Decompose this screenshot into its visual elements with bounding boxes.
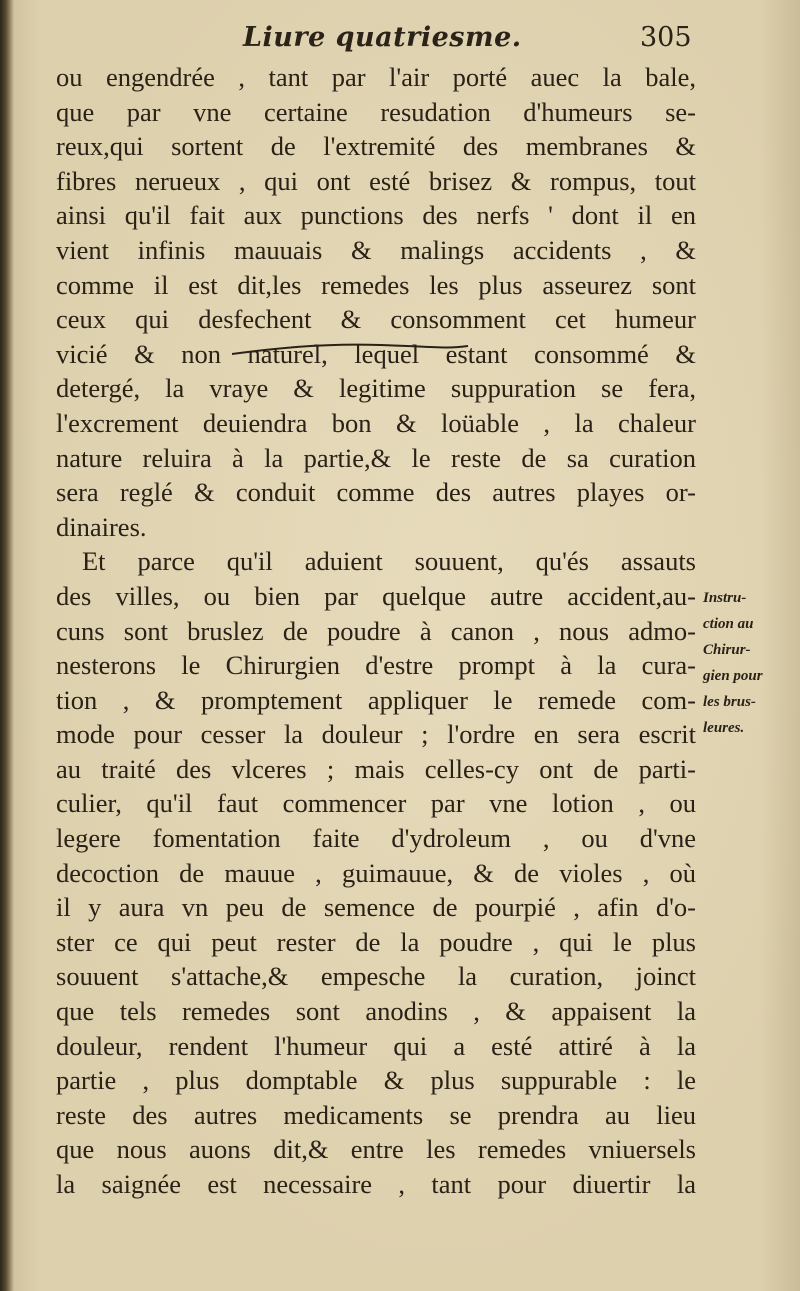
page-number: 305 [640, 22, 692, 53]
text-line: ainsi qu'il fait aux punctions des nerfs ' dont il en [56, 200, 696, 231]
text-line: dinaires. [56, 511, 147, 542]
text-line: ster ce qui peut rester de la poudre , qui le plus [56, 926, 696, 957]
margin-note-line: Instru- [703, 590, 747, 606]
text-line: tion , & promptement appliquer le remede com- [56, 684, 696, 715]
text-line: reste des autres medicaments se prendra au lieu [56, 1099, 696, 1130]
text-line: legere fomentation faite d'ydroleum , ou d'vne [56, 823, 696, 854]
text-line: decoction de mauue , guimauue, & de violes , où [56, 857, 696, 888]
text-line: douleur, rendent l'humeur qui a esté attiré à la [56, 1030, 696, 1061]
text-line: cuns sont bruslez de poudre à canon , nous admo- [56, 615, 696, 646]
text-line: souuent s'attache,& empesche la curation, joinct [56, 961, 696, 992]
text-line: Et parce qu'il aduient souuent, qu'és assauts [82, 546, 696, 577]
text-line: nesterons le Chirurgien d'estre prompt à la cura- [56, 650, 696, 681]
margin-note [703, 585, 795, 741]
binding-gutter [0, 0, 14, 1291]
strikethrough-mark [230, 337, 470, 363]
text-line: nature reluira à la partie,& le reste de sa curation [56, 442, 696, 473]
text-line: vicié & non naturel, lequel estant consommé & [56, 338, 696, 369]
text-line: culier, qu'il faut commencer par vne lotion , ou [56, 788, 696, 819]
margin-note-line: gien pour [703, 668, 763, 684]
margin-note-line: Chirur- [703, 642, 751, 658]
text-line: ceux qui desfechent & consomment cet humeur [56, 304, 696, 335]
text-line: ou engendrée , tant par l'air porté auec la bale, [56, 62, 696, 92]
text-line: la saignée est necessaire , tant pour diuertir la [56, 1169, 696, 1199]
text-line: reux,qui sortent de l'extremité des membranes & [56, 131, 696, 162]
margin-note-line: ction au [703, 616, 754, 632]
margin-note-line: leures. [703, 720, 745, 736]
text-line: que nous auons dit,& entre les remedes vniuersels [56, 1134, 696, 1165]
text-line: il y aura vn peu de semence de pourpié , afin d'o- [56, 892, 696, 923]
text-line: que tels remedes sont anodins , & appaisent la [56, 996, 696, 1027]
text-line: comme il est dit,les remedes les plus asseurez sont [56, 269, 696, 300]
text-line: mode pour cesser la douleur ; l'ordre en sera escrit [56, 719, 696, 750]
text-line: que par vne certaine resudation d'humeurs se- [56, 96, 696, 127]
text-line: sera reglé & conduit comme des autres playes or- [56, 477, 696, 508]
text-line: partie , plus domptable & plus suppurable : le [56, 1065, 696, 1096]
text-line: vient infinis mauuais & malings accidents , & [56, 234, 696, 265]
text-line: des villes, ou bien par quelque autre accident,au- [56, 580, 696, 611]
margin-note-line: les brus- [703, 694, 756, 710]
text-line: au traité des vlceres ; mais celles-cy ont de parti- [56, 753, 696, 784]
body-text [56, 60, 696, 1202]
running-title: Liure quatriesme. [243, 22, 522, 53]
running-head [0, 10, 800, 60]
text-line: detergé, la vraye & legitime suppuration se fera, [56, 373, 696, 404]
text-line: fibres nerueux , qui ont esté brisez & rompus, tout [56, 165, 696, 196]
text-line: l'excrement deuiendra bon & loüable , la chaleur [56, 407, 696, 438]
